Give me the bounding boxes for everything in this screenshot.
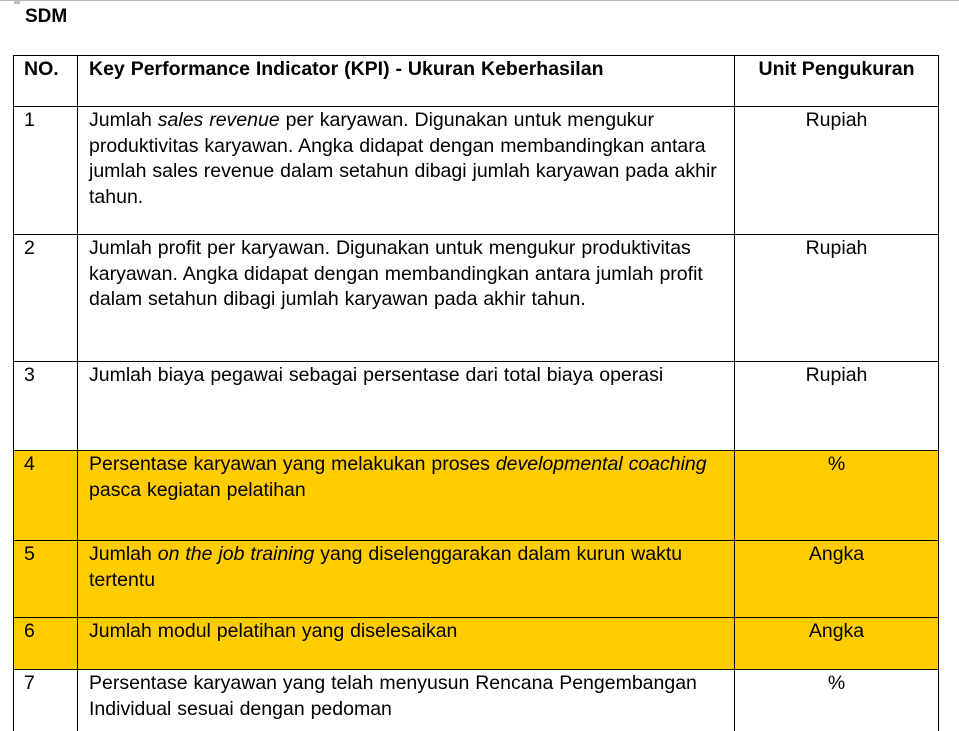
table-row xyxy=(14,670,939,731)
table-row xyxy=(14,107,939,235)
row-number: 5 xyxy=(14,541,78,618)
row-kpi-text xyxy=(78,235,735,362)
row-number: 4 xyxy=(14,451,78,541)
header-unit: Unit Pengukuran xyxy=(735,56,939,107)
row-kpi-text xyxy=(78,362,735,451)
table-row xyxy=(14,362,939,451)
table-row xyxy=(14,618,939,670)
text-segment: Jumlah profit per karyawan. Digunakan untuk mengukur produktivitas karyawan. Angka didapat dengan membandingkan antara jumlah profit dalam setahun dibagi jumlah karyawan pada akhir tahun. xyxy=(89,237,703,310)
text-segment: Jumlah xyxy=(89,543,158,565)
row-number: 3 xyxy=(14,362,78,451)
text-segment: Persentase karyawan yang melakukan proses xyxy=(89,453,496,475)
row-unit: Angka xyxy=(735,541,939,618)
row-unit: % xyxy=(735,670,939,731)
row-kpi-text xyxy=(78,107,735,235)
table-row xyxy=(14,451,939,541)
text-segment: Persentase karyawan yang telah menyusun Rencana Pengembangan Individual sesuai dengan pedoman xyxy=(89,672,697,720)
row-unit: Rupiah xyxy=(735,235,939,362)
row-number: 1 xyxy=(14,107,78,235)
header-no: NO. xyxy=(14,56,78,107)
text-segment: Jumlah modul pelatihan yang diselesaikan xyxy=(89,620,458,642)
section-title: SDM xyxy=(25,6,68,27)
row-number: 6 xyxy=(14,618,78,670)
text-segment: pasca kegiatan pelatihan xyxy=(89,478,306,501)
kpi-table xyxy=(13,55,939,731)
row-unit: Angka xyxy=(735,618,939,670)
top-border-mark xyxy=(14,0,20,4)
kpi-table-body xyxy=(14,56,939,731)
text-segment: yang diselenggarakan dalam kurun waktu tertentu xyxy=(89,543,683,591)
text-segment: Jumlah biaya pegawai sebagai persentase dari total biaya operasi xyxy=(89,364,664,386)
row-kpi-text xyxy=(78,670,735,731)
row-unit: % xyxy=(735,451,939,541)
row-kpi-text xyxy=(78,618,735,670)
header-kpi: Key Performance Indicator (KPI) - Ukuran Keberhasilan xyxy=(78,56,735,107)
row-unit: Rupiah xyxy=(735,362,939,451)
header-row xyxy=(14,56,939,107)
text-segment: per karyawan. Digunakan untuk mengukur produktivitas karyawan. Angka didapat dengan membandingkan antara jumlah sales revenue dalam setahun dibagi jumlah karyawan pada akhir tahun. xyxy=(89,109,717,208)
row-unit: Rupiah xyxy=(735,107,939,235)
table-row xyxy=(14,541,939,618)
italic-term: on the job training xyxy=(157,543,315,565)
table-row xyxy=(14,235,939,362)
row-kpi-text xyxy=(78,541,735,618)
top-border-line xyxy=(0,0,959,1)
text-segment: Jumlah xyxy=(89,109,158,131)
italic-term: developmental coaching xyxy=(495,453,707,475)
row-number: 7 xyxy=(14,670,78,731)
row-kpi-text xyxy=(78,451,735,541)
italic-term: sales revenue xyxy=(157,109,280,131)
row-number: 2 xyxy=(14,235,78,362)
